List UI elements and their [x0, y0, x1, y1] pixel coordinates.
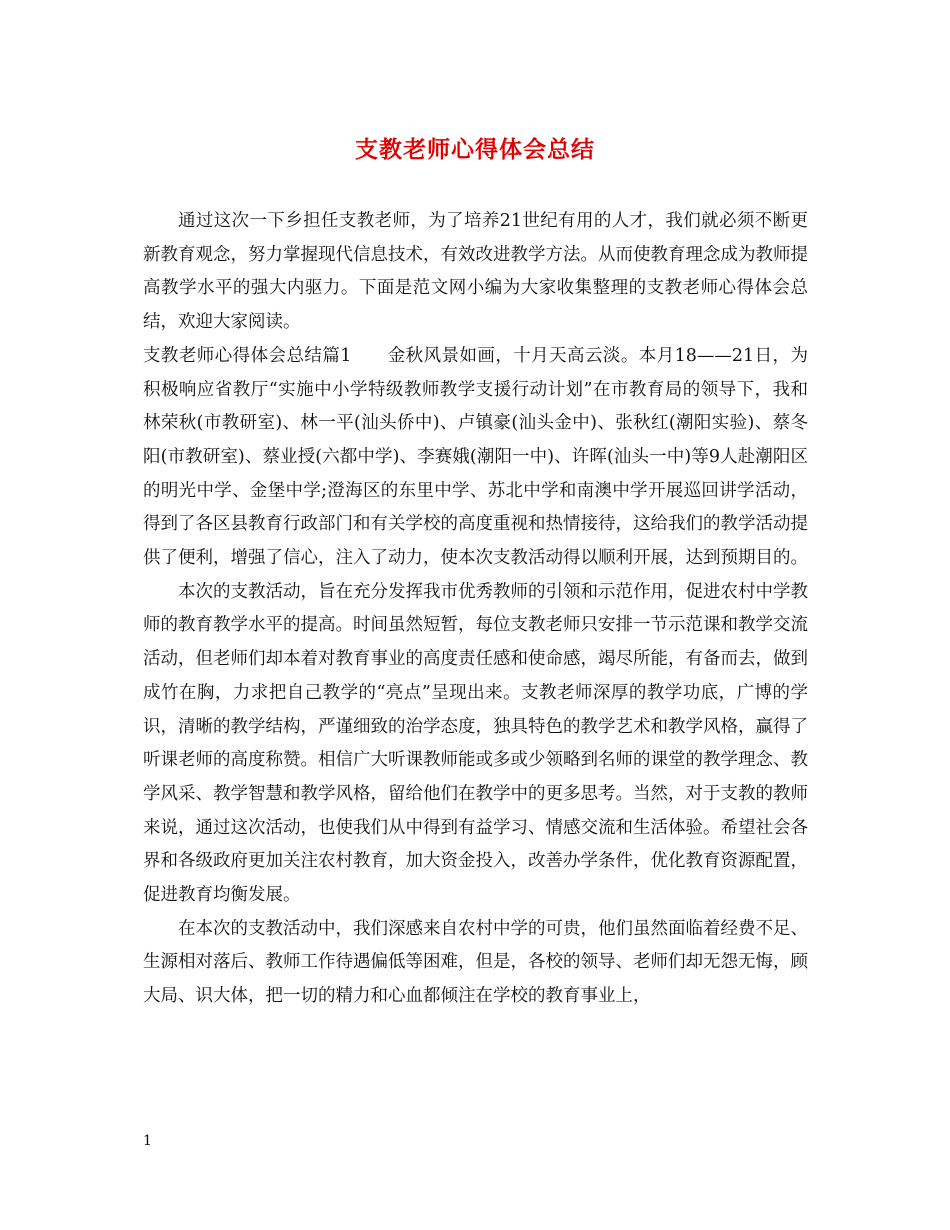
document-body — [143, 205, 808, 1014]
paragraph-activity: 本次的支教活动，旨在充分发挥我市优秀教师的引领和示范作用，促进农村中学教师的教育教学水平的提高。时间虽然短暂，每位支教老师只安排一节示范课和教学交流活动，但老师们却本着对教育事业的高度责任感和使命感，竭尽所能，有备而去，做到成竹在胸，力求把自己教学的“亮点”呈现出来。支教老师深厚的教学功底，广博的学识，清晰的教学结构，严谨细致的治学态度，独具特色的教学艺术和教学风格，赢得了听课老师的高度称赞。相信广大听课教师能或多或少领略到名师的课堂的教学理念、教学风采、教学智慧和教学风格，留给他们在教学中的更多思考。当然，对于支教的教师来说，通过这次活动，也使我们从中得到有益学习、情感交流和生活体验。希望社会各界和各级政府更加关注农村教育，加大资金投入，改善办学条件，优化教育资源配置，促进教育均衡发展。 — [143, 581, 808, 906]
paragraph-section-1: 支教老师心得体会总结篇1 金秋风景如画，十月天高云淡。本月18——21日，为积极响应省教厅“实施中小学特级教师教学支援行动计划”在市教育局的领导下，我和林荣秋(市教研室)、林一平(汕头侨中)、卢镇豪(汕头金中)、张秋红(潮阳实验)、蔡冬阳(市教研室)、蔡业授(六都中学)、李赛娥(潮阳一中)、许晖(汕头一中)等9人赴潮阳区的明光中学、金堡中学;澄海区的东里中学、苏北中学和南澳中学开展巡回讲学活动，得到了各区县教育行政部门和有关学校的高度重视和热情接待，这给我们的教学活动提供了便利，增强了信心，注入了动力，使本次支教活动得以顺利开展，达到预期目的。 — [143, 345, 808, 569]
paragraph-intro: 通过这次一下乡担任支教老师，为了培养21世纪有用的人才，我们就必须不断更新教育观念，努力掌握现代信息技术，有效改进教学方法。从而使教育理念成为教师提高教学水平的强大内驱力。下面是范文网小编为大家收集整理的支教老师心得体会总结，欢迎大家阅读。 — [143, 211, 808, 333]
page-number: 1 — [143, 1133, 152, 1149]
document-title: 支教老师心得体会总结 — [355, 136, 595, 163]
paragraph-rural-schools: 在本次的支教活动中，我们深感来自农村中学的可贵，他们虽然面临着经费不足、生源相对落后、教师工作待遇偏低等困难，但是，各校的领导、老师们却无怨无悔，顾大局、识大体，把一切的精力和心血都倾注在学校的教育事业上， — [143, 918, 808, 1007]
